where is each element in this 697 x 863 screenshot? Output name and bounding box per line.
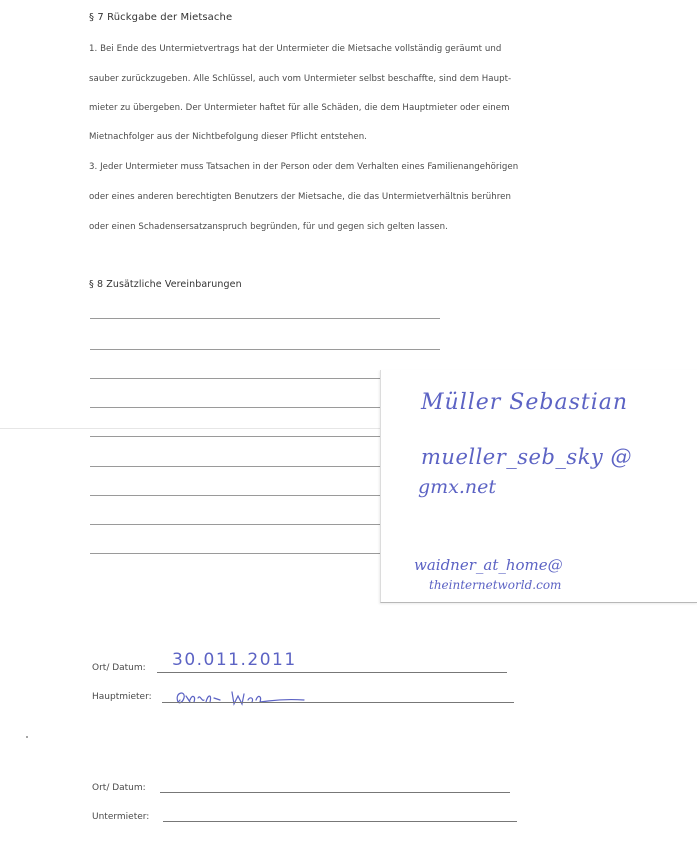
handwritten-date: 30.011.2011 — [172, 650, 297, 670]
section-7-line-4: Mietnachfolger aus der Nichtbefolgung dieser Pflicht entstehen. — [89, 132, 367, 142]
section-8-heading: § 8 Zusätzliche Vereinbarungen — [89, 279, 242, 290]
handwritten-name: Müller Sebastian — [421, 390, 629, 415]
agreement-line-3 — [90, 378, 380, 379]
agreement-line-9 — [90, 553, 380, 554]
section-7-line-1: 1. Bei Ende des Untermietvertrags hat der Untermieter die Mietsache vollständig geräumt und — [89, 44, 502, 54]
section-7-line-6: oder eines anderen berechtigten Benutzers der Mietsache, die das Untermietverhältnis berühren — [89, 192, 512, 202]
section-7-line-3: mieter zu übergeben. Der Untermieter haftet für alle Schäden, die dem Hauptmieter oder einem — [89, 103, 510, 113]
handwritten-email-1-part-1: mueller_seb_sky @ — [421, 445, 632, 469]
landlord-date-label: Ort/ Datum: — [92, 663, 146, 673]
agreement-line-5 — [90, 436, 380, 437]
section-7-heading: § 7 Rückgabe der Mietsache — [89, 12, 233, 23]
paper-fold-mark — [0, 428, 380, 429]
landlord-signature-line — [162, 702, 514, 703]
scan-speck — [26, 736, 28, 738]
agreement-line-7 — [90, 495, 380, 496]
agreement-line-1 — [90, 318, 440, 319]
tenant-label: Untermieter: — [92, 812, 150, 822]
landlord-date-line — [157, 672, 507, 673]
section-7-line-7: oder einen Schadensersatzanspruch begründen, für und gegen sich gelten lassen. — [89, 222, 448, 232]
handwritten-email-2-part-1: waidner_at_home@ — [414, 556, 563, 574]
section-7-line-2: sauber zurückzugeben. Alle Schlüssel, auch vom Untermieter selbst beschaffte, sind dem Haupt- — [89, 74, 512, 84]
landlord-signature — [172, 688, 312, 708]
tenant-date-line — [160, 792, 510, 793]
agreement-line-4 — [90, 407, 380, 408]
landlord-label: Hauptmieter: — [92, 692, 152, 702]
agreement-line-8 — [90, 524, 380, 525]
tenant-date-label: Ort/ Datum: — [92, 783, 146, 793]
section-7-line-5: 3. Jeder Untermieter muss Tatsachen in der Person oder dem Verhalten eines Familienangehörigen — [89, 162, 519, 172]
agreement-line-2 — [90, 349, 440, 350]
sticky-note — [380, 370, 697, 603]
handwritten-email-1-part-2: gmx.net — [418, 476, 497, 498]
handwritten-email-2-part-2: theinternetworld.com — [429, 578, 562, 592]
tenant-signature-line — [163, 821, 517, 822]
agreement-line-6 — [90, 466, 380, 467]
